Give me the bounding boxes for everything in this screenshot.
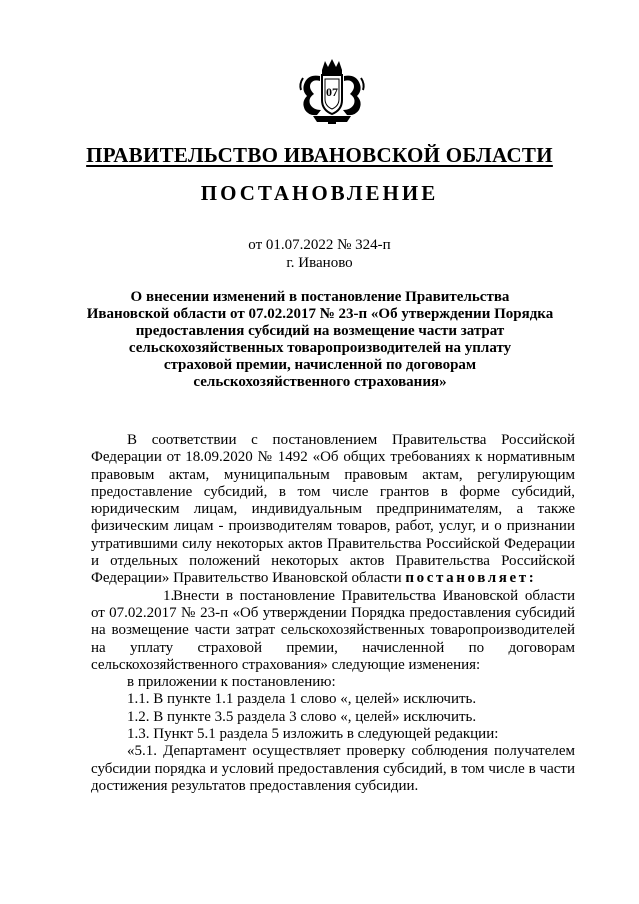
subject-line: сельскохозяйственных товаропроизводителей на уплату — [128, 340, 512, 356]
subject-line: страховой премии, начисленной по договорам — [163, 357, 477, 373]
document-date-number: от 01.07.2022 № 324-п — [248, 237, 391, 253]
change-1-2: 1.2. В пункте 3.5 раздела 3 слово «, целей» исключить. — [127, 708, 477, 725]
document-body — [91, 432, 575, 795]
preamble-paragraph — [91, 432, 575, 588]
item-1-text: Внести в постановление Правительства Ивановской области от 07.02.2017 № 23-п «Об утверждении Порядка предоставления субсидий на возмещение части затрат сельскохозяйственных товаропроизводителей на уплату страховой премии, начисленной по договорам сельскохозяйственного страхования» следующие изменения: — [91, 587, 575, 673]
annex-intro: в приложении к постановлению: — [127, 674, 336, 691]
change-1-3: 1.3. Пункт 5.1 раздела 5 изложить в следующей редакции: — [127, 726, 499, 743]
document-city: г. Иваново — [286, 255, 353, 271]
subject-line: О внесении изменений в постановление Правительства — [130, 289, 510, 305]
coat-of-arms-icon — [295, 58, 369, 126]
emblem-text: 07 — [326, 85, 338, 99]
document-kind: ПОСТАНОВЛЕНИЕ — [200, 181, 439, 205]
subject-line: сельскохозяйственного страхования» — [193, 374, 447, 390]
item-1-number: 1. — [163, 587, 175, 604]
resolves-word: постановляет: — [405, 570, 537, 587]
change-1-1: 1.1. В пункте 1.1 раздела 1 слово «, целей» исключить. — [127, 691, 477, 708]
subject-line: Ивановской области от 07.02.2017 № 23-п «Об утверждении Порядка — [86, 306, 554, 322]
document-subject — [60, 289, 580, 391]
item-1-paragraph — [91, 588, 575, 674]
quote-5-1: «5.1. Департамент осуществляет проверку соблюдения получателем субсидии порядка и условий предоставления субсидий, в том числе в части достижения результатов предоставления субсидии. — [91, 743, 575, 794]
subject-line: предоставления субсидий на возмещение части затрат — [135, 323, 505, 339]
government-title: ПРАВИТЕЛЬСТВО ИВАНОВСКОЙ ОБЛАСТИ — [86, 143, 553, 167]
preamble-text: В соответствии с постановлением Правительства Российской Федерации от 18.09.2020 № 1492 «Об общих требованиях к нормативным правовым актам, муниципальным правовым актам, регулирующим предоставление субсидий, в том числе грантов в форме субсидий, юридическим лицам, индивидуальным предпринимателям, а также физическим лицам - производителям товаров, работ, услуг, и о признании утратившими силу некоторых актов Правительства Российской Федерации и отдельных положений некоторых актов Правительства Российской Федерации» Правительство Ивановской области — [91, 432, 575, 587]
